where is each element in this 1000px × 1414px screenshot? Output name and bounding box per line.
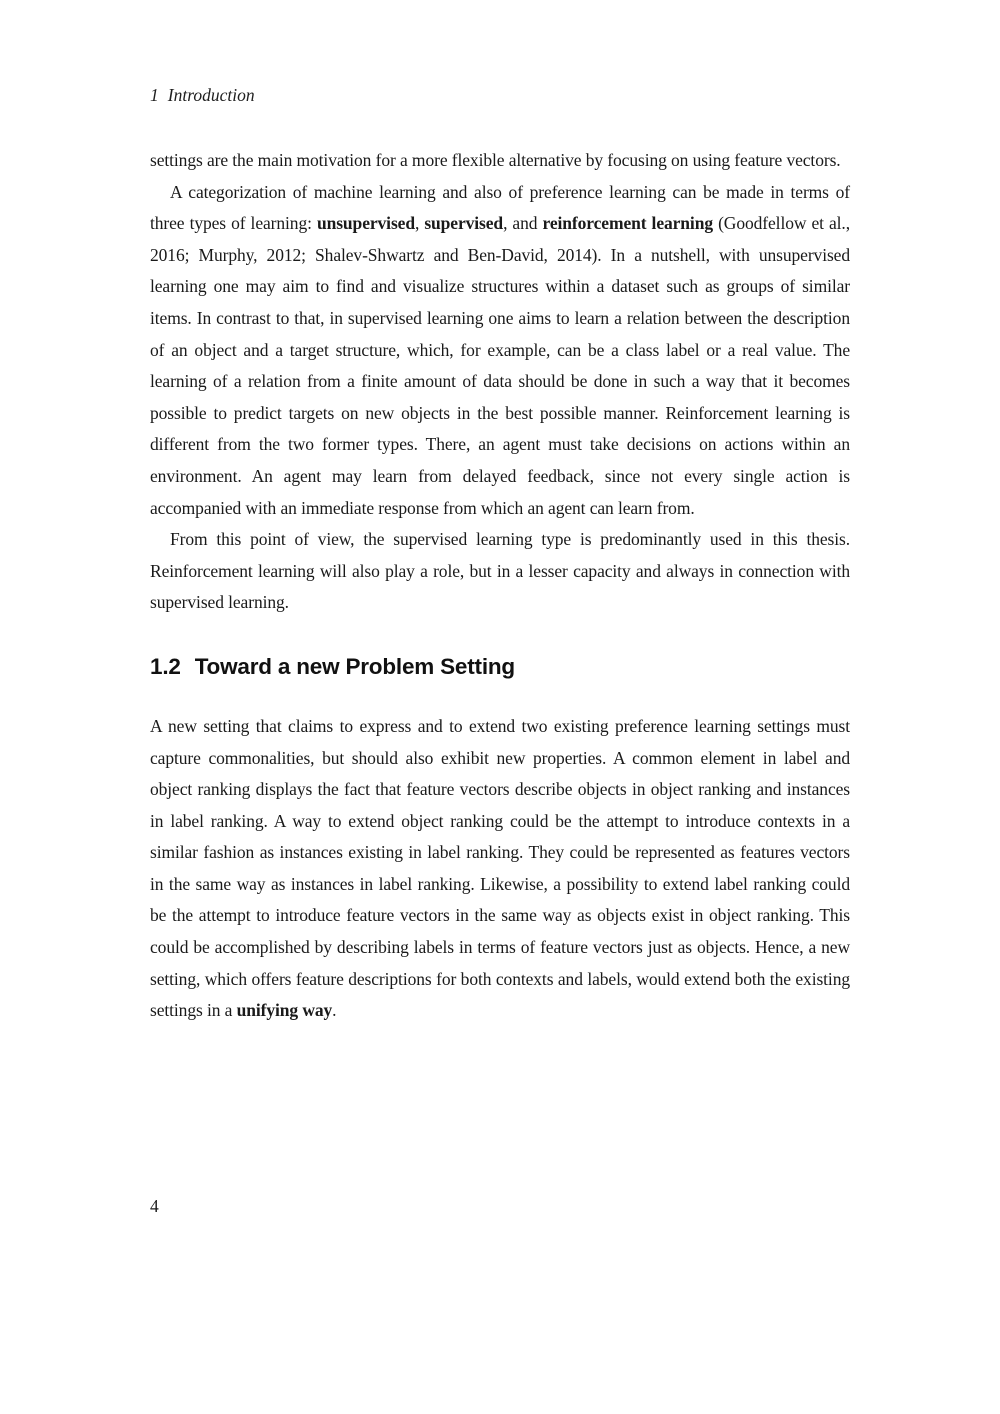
running-header-chapter-number: 1	[150, 85, 159, 105]
paragraph-thesis-usage: From this point of view, the supervised learning type is predominantly used in this thesis. Reinforcement learning will also play a role, but in a lesser capacity and always in connection with supervised learning.	[150, 529, 850, 613]
running-header-chapter-title: Introduction	[167, 85, 255, 105]
running-header	[150, 84, 850, 106]
paragraph-intro-continuation: settings are the main motivation for a more flexible alternative by focusing on using feature vectors.	[150, 150, 841, 170]
section-heading	[150, 653, 850, 681]
section-number: 1.2	[150, 653, 181, 679]
page-number: 4	[150, 1196, 159, 1216]
text-column	[150, 0, 850, 1027]
paragraph-new-setting: A new setting that claims to express and to extend two existing preference learning settings must capture commonalities, but should also exhibit new properties. A common element in label and object ranking displays the fact that feature vectors describe objects in object ranking and instances in label ranking. A way to extend object ranking could be the attempt to introduce contexts in a similar fashion as instances existing in label ranking. They could be represented as features vectors in the same way as instances in label ranking. Likewise, a possibility to extend label ranking could be the attempt to introduce feature vectors in the same way as objects exist in object ranking. This could be accomplished by describing labels in terms of feature vectors just as objects. Hence, a new setting, which offers feature descriptions for both contexts and labels, would extend both the existing settings in a unifying way.	[150, 715, 850, 1021]
section-title: Toward a new Problem Setting	[194, 653, 515, 679]
paragraph-learning-categorization: A categorization of machine learning and also of preference learning can be made in terms of three types of learning: unsupervised, supervised, and reinforcement learning (Goodfellow et al., 2016; Murphy, 2012; Shalev-Shwartz and Ben-David, 2014). In a nutshell, with unsupervised learning one may aim to find and visualize structures within a dataset such as groups of similar items. In contrast to that, in supervised learning one aims to learn a relation between the description of an object and a target structure, which, for example, can be a class label or a real value. The learning of a relation from a finite amount of data should be done in such a way that it becomes possible to predict targets on new objects in the best possible manner. Reinforcement learning is different from the two former types. There, an agent must take decisions on actions within an environment. An agent may learn from delayed feedback, since not every single action is accompanied with an immediate response from which an agent can learn from.	[150, 181, 850, 518]
